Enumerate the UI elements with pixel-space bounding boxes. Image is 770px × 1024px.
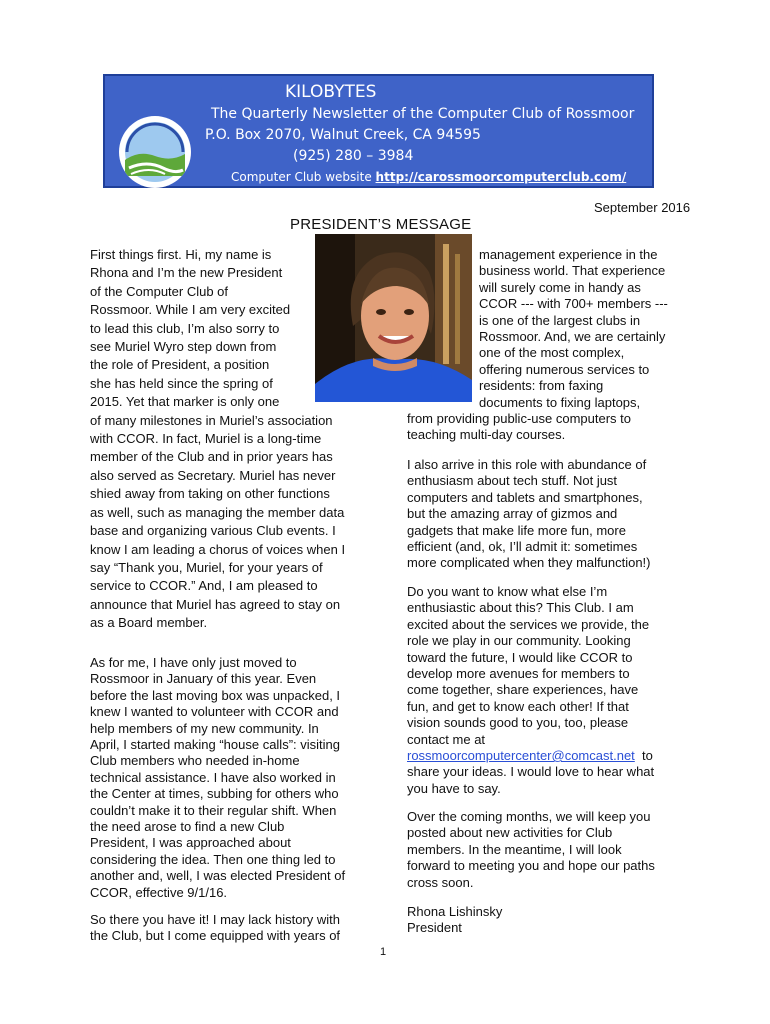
text-line: develop more avenues for members to — [407, 666, 630, 682]
text-line: Rossmoor. While I am very excited — [90, 302, 291, 318]
text-line: offering numerous services to — [479, 361, 650, 377]
contact-email-link[interactable]: rossmoorcomputercenter@comcast.net — [407, 748, 635, 764]
text-line: say “Thank you, Muriel, for your years of — [90, 559, 323, 575]
text-line: excited about the services we provide, the — [407, 616, 650, 632]
text-line: 2015. Yet that marker is only one — [90, 394, 280, 410]
text-line: the Center at times, subbing for others who — [90, 786, 339, 802]
text-line: business world. That experience — [479, 263, 666, 279]
text-line: Rossmoor. And, we are certainly — [479, 329, 666, 345]
text-line: toward the future, I would like CCOR to — [407, 649, 633, 665]
text-line: but the amazing array of gizmos and — [407, 506, 618, 522]
text-line: knew I wanted to volunteer with CCOR and — [90, 704, 339, 720]
text-line: I also arrive in this role with abundance of — [407, 457, 647, 472]
left-paragraph-2 — [90, 655, 345, 901]
text-line: So there you have it! I may lack history with — [90, 912, 340, 927]
right-paragraph-1 — [479, 247, 668, 411]
text-line: April, I started making “house calls”: visiting — [90, 737, 340, 753]
right-paragraph-4 — [407, 809, 655, 891]
text-line: gadgets that make life more fun, more — [407, 522, 626, 538]
text-line: you have to say. — [407, 780, 501, 796]
text-line: come together, share experiences, have — [407, 682, 639, 698]
text-line: know I am leading a chorus of voices when I — [90, 541, 346, 557]
section-heading: PRESIDENT’S MESSAGE — [290, 216, 472, 233]
text-line: another and, well, I was elected President of — [90, 868, 346, 884]
website-label: Computer Club website — [231, 170, 372, 184]
newsletter-title: KILOBYTES — [285, 82, 377, 102]
club-logo — [119, 116, 191, 188]
text-line: posted about new activities for Club — [407, 825, 613, 841]
text-line: is one of the largest clubs in — [479, 312, 641, 328]
club-logo-graphic — [119, 116, 191, 188]
text-line: computers and tablets and smartphones, — [407, 489, 643, 505]
text-line: share your ideas. I would love to hear what — [407, 764, 655, 780]
right-paragraph-1-continued — [407, 411, 631, 444]
text-line: Rossmoor in January of this year. Even — [90, 671, 317, 687]
signature-name: Rhona Lishinsky — [407, 904, 503, 919]
text-line: one of the most complex, — [479, 345, 625, 361]
text-line: teaching multi-day courses. — [407, 427, 566, 443]
signature-block — [407, 904, 502, 937]
left-paragraph-3 — [90, 912, 340, 945]
text-line: also served as Secretary. Muriel has never — [90, 467, 336, 483]
text-line: before the last moving box was unpacked, I — [90, 687, 341, 703]
text-line: CCOR, effective 9/1/16. — [90, 884, 228, 900]
email-line — [407, 748, 654, 764]
text-line: base and organizing various Club events. I — [90, 523, 336, 539]
text-line: management experience in the — [479, 247, 658, 262]
text-line: announce that Muriel has agreed to stay on — [90, 596, 341, 612]
text-line: to lead this club, I’m also sorry to — [90, 320, 280, 336]
text-line: considering the idea. Then one thing led to — [90, 851, 336, 867]
text-line: couldn’t make it to their regular shift. When — [90, 802, 337, 818]
text-line: of many milestones in Muriel’s association — [90, 412, 333, 428]
text-line: enthusiasm about tech stuff. Not just — [407, 473, 618, 489]
newsletter-banner — [103, 74, 654, 188]
right-paragraph-3 — [407, 584, 654, 797]
left-paragraph-1 — [90, 247, 345, 632]
text-line: will surely come in handy as — [479, 279, 641, 295]
website-link[interactable]: http://carossmoorcomputerclub.com/ — [375, 170, 627, 184]
text-line: Over the coming months, we will keep you — [407, 809, 651, 824]
text-line: First things first. Hi, my name is — [90, 247, 272, 262]
text-line: enthusiastic about this? This Club. I am — [407, 600, 634, 616]
text-line: As for me, I have only just moved to — [90, 655, 297, 670]
text-line: service to CCOR.” And, I am pleased to — [90, 578, 318, 594]
text-line: member of the Club and in prior years has — [90, 449, 333, 465]
text-line: from providing public-use computers to — [407, 411, 631, 426]
text-line: documents to fixing laptops, — [479, 394, 641, 410]
signature-title: President — [407, 920, 462, 936]
text-line: as well, such as managing the member data — [90, 504, 345, 520]
page-number: 1 — [380, 946, 387, 958]
text-line: Do you want to know what else I’m — [407, 584, 608, 599]
text-line: the Club, but I come equipped with years of — [90, 928, 341, 944]
text-line: shied away from taking on other functions — [90, 486, 330, 502]
text-line: Rhona and I’m the new President — [90, 265, 283, 281]
text-line: help members of my new community. In — [90, 720, 319, 736]
text-line: residents: from faxing — [479, 378, 604, 394]
text-line: the role of President, a position — [90, 357, 270, 373]
text-line: the need arose to find a new Club — [90, 819, 285, 835]
right-paragraph-2 — [407, 457, 651, 572]
text-line: President, I was approached about — [90, 835, 291, 851]
text-line: fun, and get to know each other! If that — [407, 698, 629, 714]
text-line: efficient (and, ok, I’ll admit it: sometimes — [407, 539, 638, 555]
text-line: technical assistance. I have also worked in — [90, 769, 336, 785]
text-line: role we play in our community. Looking — [407, 633, 631, 649]
text-line: she has held since the spring of — [90, 375, 273, 391]
text-line: of the Computer Club of — [90, 283, 229, 299]
text-line: with CCOR. In fact, Muriel is a long-time — [90, 431, 322, 447]
text-line: cross soon. — [407, 874, 474, 890]
text-line: CCOR --- with 700+ members --- — [479, 296, 668, 312]
newsletter-subtitle: The Quarterly Newsletter of the Computer Club of Rossmoor — [211, 106, 635, 122]
text-line: Club members who needed in-home — [90, 753, 300, 769]
text-line: members. In the meantime, I will look — [407, 841, 622, 857]
text-line: see Muriel Wyro step down from — [90, 339, 277, 355]
club-website — [231, 170, 626, 184]
text-line: as a Board member. — [90, 615, 208, 631]
club-phone: (925) 280 – 3984 — [293, 148, 414, 164]
text-line: more complicated when they malfunction!) — [407, 555, 651, 571]
text-line: forward to meeting you and hope our paths — [407, 858, 655, 874]
text-line: vision sounds good to you, too, please — [407, 715, 629, 731]
email-suffix: to — [634, 748, 653, 764]
text-line: contact me at — [407, 731, 486, 747]
issue-date: September 2016 — [594, 200, 691, 215]
club-address: P.O. Box 2070, Walnut Creek, CA 94595 — [205, 127, 481, 143]
